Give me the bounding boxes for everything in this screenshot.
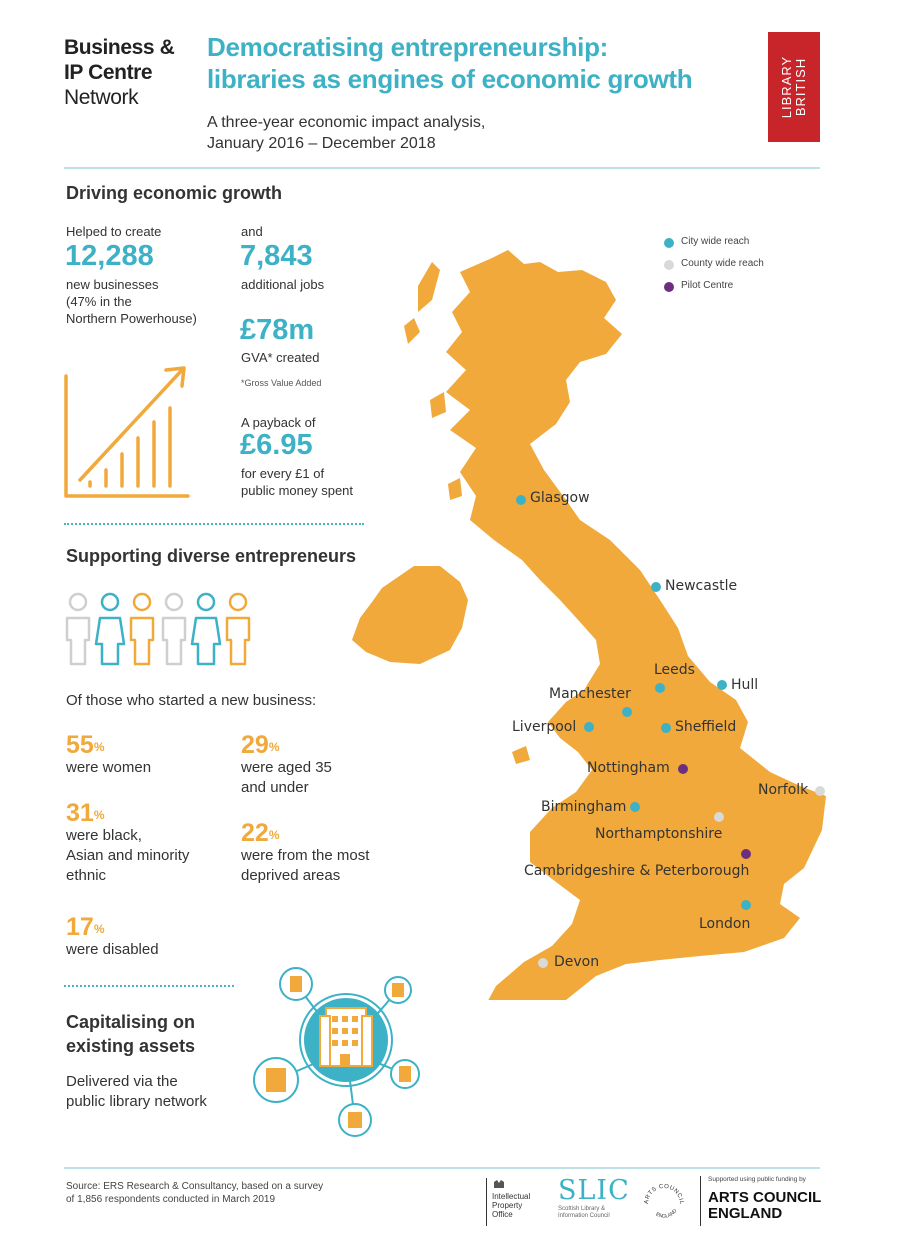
legend-dot-pilot	[664, 282, 674, 292]
slic-subtitle-line-2: Information Council	[558, 1213, 610, 1219]
stat-label: were from the most	[241, 847, 370, 864]
helped-label: Helped to create	[66, 224, 162, 239]
assets-text	[66, 1072, 207, 1112]
stat-unit: %	[268, 828, 280, 842]
gva-footnote: *Gross Value Added	[241, 378, 322, 388]
ipo-line-3: Office	[492, 1210, 513, 1219]
payback-line-1: for every £1 of	[241, 466, 325, 481]
stat-label: were disabled	[66, 941, 159, 958]
map-label-newcastle: Newcastle	[665, 578, 738, 594]
stat-label: were black,	[66, 827, 142, 844]
stat-value: 29	[241, 731, 269, 759]
payback-value: £6.95	[240, 429, 313, 461]
slic-subtitle-line-1: Scottish Library &	[558, 1206, 606, 1212]
roundel-bottom-text: ENGLAND	[654, 1208, 679, 1220]
stat-unit: %	[93, 808, 105, 822]
header-divider	[64, 167, 820, 169]
title-line-1: Democratising entrepreneurship:	[207, 32, 609, 62]
crest-icon	[492, 1178, 506, 1190]
british-library-logo	[768, 32, 820, 142]
map-label-birmingham: Birmingham	[541, 799, 627, 815]
network-brand	[64, 35, 174, 110]
stat-label: deprived areas	[241, 867, 341, 884]
uk-map	[330, 240, 840, 1000]
ace-line-1: ARTS COUNCIL	[708, 1189, 822, 1206]
ace-line-2: ENGLAND	[708, 1205, 783, 1222]
subtitle-line-1: A three-year economic impact analysis,	[207, 114, 486, 131]
map-label-northamptonshire: Northamptonshire	[595, 826, 723, 842]
stat-bame	[66, 800, 189, 886]
map-label-glasgow: Glasgow	[530, 490, 590, 506]
person-icon	[163, 594, 185, 664]
island	[430, 392, 446, 418]
stat-label: ethnic	[66, 867, 107, 884]
roundel-top-text: ARTS COUNCIL	[643, 1183, 685, 1205]
businesses-value: 12,288	[65, 240, 154, 272]
stat-women	[66, 732, 151, 778]
ipo-logo	[486, 1178, 538, 1226]
map-marker-nottingham	[678, 764, 688, 774]
jobs-value: 7,843	[240, 240, 313, 272]
great-britain-landmass	[446, 250, 826, 1000]
stat-value: 55	[66, 731, 94, 759]
stat-disabled	[66, 914, 159, 960]
map-marker-devon	[538, 958, 548, 968]
map-marker-leeds	[655, 683, 665, 693]
people-icons	[62, 590, 262, 668]
legend-label: County wide reach	[681, 258, 764, 269]
stat-value: 31	[66, 799, 94, 827]
stat-unit: %	[93, 740, 105, 754]
assets-heading-line-2: existing assets	[66, 1036, 196, 1056]
footer-divider	[64, 1167, 820, 1169]
section-divider-2	[64, 985, 234, 987]
ace-supported-text: Supported using public funding by	[708, 1176, 806, 1183]
stat-label: Asian and minority	[66, 847, 190, 864]
page-subtitle	[207, 112, 485, 154]
person-icon	[192, 594, 220, 664]
brand-line-3: Network	[64, 86, 139, 109]
map-label-devon: Devon	[554, 954, 600, 970]
bl-logo-line-2: LIBRARY	[779, 55, 794, 119]
brand-line-2: IP Centre	[64, 61, 153, 84]
legend-label: City wide reach	[681, 236, 750, 247]
assets-text-line-1: Delivered via the	[66, 1073, 178, 1090]
businesses-line-1: new businesses	[66, 277, 159, 292]
stat-label: and under	[241, 779, 309, 796]
ipo-line-2: Property	[492, 1201, 523, 1210]
stat-value: 17	[66, 913, 94, 941]
assets-heading	[66, 1010, 195, 1058]
payback-line-2: public money spent	[241, 483, 354, 498]
stat-label: were aged 35	[241, 759, 332, 776]
map-marker-manchester	[622, 707, 632, 717]
legend-dot-city	[664, 238, 674, 248]
roundel-icon	[640, 1178, 688, 1226]
gva-label: GVA* created	[241, 350, 320, 365]
map-label-london: London	[699, 916, 751, 932]
bl-logo-line-1: BRITISH	[793, 57, 808, 117]
slic-wordmark: SLIC	[558, 1175, 630, 1206]
map-marker-newcastle	[651, 582, 661, 592]
stat-age	[241, 732, 332, 798]
island	[404, 318, 420, 344]
diverse-heading: Supporting diverse entrepreneurs	[66, 546, 357, 566]
map-label-hull: Hull	[731, 677, 759, 693]
legend-dot-county	[664, 260, 674, 270]
stat-value: 22	[241, 819, 269, 847]
brand-line-1: Business &	[64, 36, 175, 59]
person-icon	[67, 594, 89, 664]
map-marker-norfolk	[815, 786, 825, 796]
ireland-landmass	[352, 566, 468, 664]
map-label-liverpool: Liverpool	[512, 719, 577, 735]
legend-label: Pilot Centre	[681, 280, 734, 291]
map-marker-glasgow	[516, 495, 526, 505]
map-marker-sheffield	[661, 723, 671, 733]
map-label-nottingham: Nottingham	[587, 760, 670, 776]
diverse-intro: Of those who started a new business:	[66, 692, 317, 709]
map-marker-cambridgeshire	[741, 849, 751, 859]
arts-council-roundel	[640, 1178, 688, 1226]
businesses-line-3: Northern Powerhouse)	[66, 311, 197, 326]
growth-chart-icon	[62, 362, 192, 502]
map-marker-liverpool	[584, 722, 594, 732]
island	[448, 478, 462, 500]
person-icon	[227, 594, 249, 664]
assets-heading-line-1: Capitalising on	[66, 1012, 196, 1032]
payback-label: A payback of	[241, 415, 316, 430]
svg-text:ARTS COUNCIL	[644, 1184, 684, 1205]
map-marker-hull	[717, 680, 727, 690]
person-icon	[131, 594, 153, 664]
title-line-2: libraries as engines of economic growth	[207, 64, 693, 94]
map-marker-london	[741, 900, 751, 910]
subtitle-line-2: January 2016 – December 2018	[207, 135, 436, 152]
map-label-leeds: Leeds	[654, 662, 695, 678]
stat-unit: %	[268, 740, 280, 754]
map-label-norfolk: Norfolk	[758, 782, 809, 798]
jobs-label: additional jobs	[241, 277, 325, 292]
businesses-description	[66, 276, 197, 327]
map-marker-northamptonshire	[714, 812, 724, 822]
map-label-sheffield: Sheffield	[675, 719, 737, 735]
stat-unit: %	[93, 922, 105, 936]
gva-value: £78m	[240, 314, 315, 346]
assets-text-line-2: public library network	[66, 1093, 207, 1110]
map-label-cambridgeshire: Cambridgeshire & Peterborough	[524, 863, 750, 879]
slic-logo	[558, 1176, 630, 1220]
growth-heading: Driving economic growth	[66, 183, 283, 203]
stat-label: were women	[66, 759, 152, 776]
source-note	[66, 1180, 323, 1206]
ipo-line-1: Intellectual	[492, 1192, 531, 1201]
source-line-2: of 1,856 respondents conducted in March 2019	[66, 1194, 276, 1205]
hebrides-island	[418, 262, 440, 312]
anglesey-island	[512, 746, 530, 764]
arts-council-logo	[700, 1176, 830, 1228]
map-label-manchester: Manchester	[549, 686, 631, 702]
person-icon	[96, 594, 124, 664]
and-label: and	[241, 224, 263, 239]
page-title	[207, 31, 692, 95]
businesses-line-2: (47% in the	[66, 294, 132, 309]
source-line-1: Source: ERS Research & Consultancy, based on a survey	[66, 1181, 324, 1192]
map-marker-birmingham	[630, 802, 640, 812]
svg-text:ENGLAND	[655, 1208, 679, 1220]
section-divider-1	[64, 523, 364, 525]
